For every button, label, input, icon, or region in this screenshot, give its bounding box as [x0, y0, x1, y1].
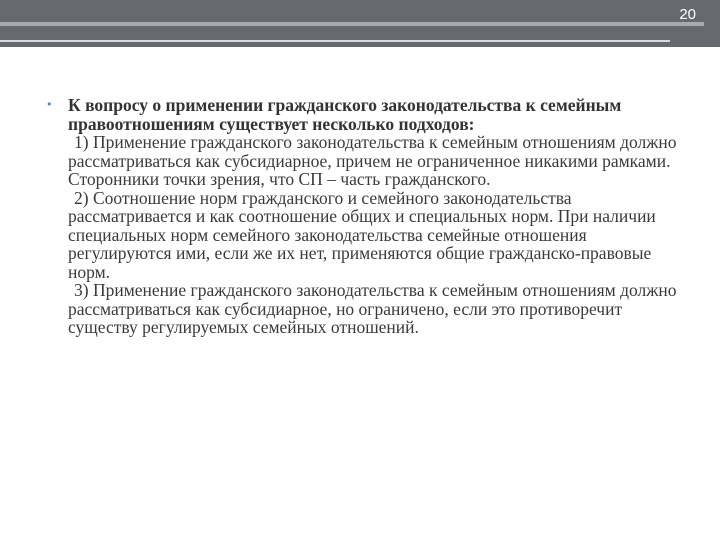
header-accent-stripe [0, 22, 704, 26]
approach-3: 3) Применение гражданского законодательства к семейным отношениям должно рассматриваться как субсидиарное, но ограничено, если это противоречит существу регулируемых семейных отношений. [68, 280, 677, 337]
slide-content [46, 96, 686, 337]
header-divider-line [0, 40, 670, 42]
bullet-icon: • [46, 98, 53, 111]
approach-list [68, 133, 686, 337]
approach-2: 2) Соотношение норм гражданского и семейного законодательства рассматривается и как соотношение общих и специальных норм. При наличии специальных норм семейного законодательства семейные отношения регулируются ими, если же их нет, применяются общие гражданско-правовые норм. [68, 187, 656, 282]
approach-1: 1) Применение гражданского законодательства к семейным отношениям должно рассматриваться как субсидиарное, причем не ограниченное никакими рамками. Сторонники точки зрения, что СП – часть гражданского. [68, 132, 677, 189]
slide-number: 20 [679, 6, 696, 23]
intro-text: К вопросу о применении гражданского законодательства к семейным правоотношениям существует несколько подходов: [68, 95, 622, 134]
